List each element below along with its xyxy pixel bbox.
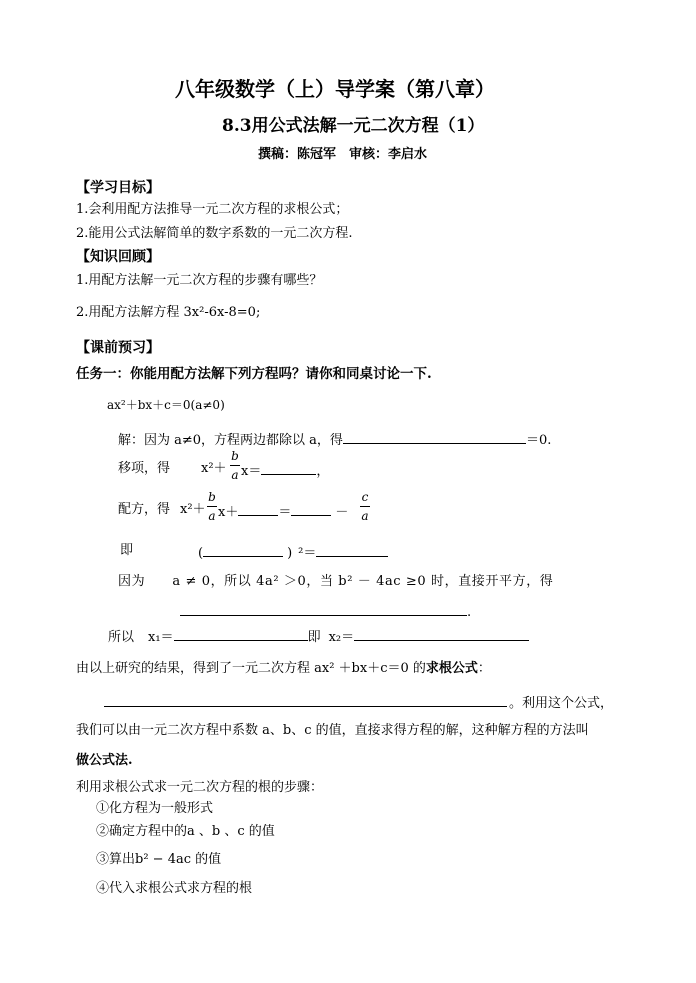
solve-suffix: ＝0. (525, 433, 552, 448)
step-item: ①化方程为一般形式 (96, 801, 214, 816)
author-line: 撰稿：陈冠军 审核：李启水 (258, 147, 428, 162)
objectives-heading: 【学习目标】 (76, 180, 160, 196)
so-label: 所以 (108, 630, 135, 645)
so-ji: 即 (307, 630, 321, 645)
answer-blank (180, 601, 467, 616)
review-item: 2.用配方法解方程 3x²-6x-8=0; (76, 305, 261, 320)
answer-blank (354, 626, 529, 641)
page-title: 八年级数学（上）导学案（第八章） (175, 77, 495, 101)
paren-close: ) (287, 546, 293, 561)
complete-rest (218, 501, 348, 522)
ji-label: 即 (120, 543, 134, 558)
preview-heading: 【课前预习】 (76, 340, 160, 356)
solve-line (118, 429, 551, 450)
conclusion-line-2 (104, 692, 613, 713)
fraction-bar (207, 506, 217, 507)
so-line (108, 626, 529, 647)
review-heading: 【知识回顾】 (76, 249, 160, 265)
complete-eq: ＝ (278, 505, 292, 520)
paren-open: ( (198, 546, 204, 561)
because-answer (180, 601, 471, 622)
move-x (241, 460, 329, 481)
answer-blank (104, 692, 507, 707)
answer-blank (174, 626, 308, 641)
fraction-numerator-c: c (361, 490, 369, 504)
answer-blank (291, 501, 331, 516)
root-formula-term: 求根公式 (425, 661, 478, 676)
task-one: 任务一：你能用配方法解下列方程吗？请你和同桌讨论一下. (76, 366, 432, 382)
step-item: ②确定方程中的a 、b 、c 的值 (96, 824, 275, 839)
ji-expression (198, 542, 388, 563)
step-item: ③算出b² − 4ac 的值 (96, 852, 222, 867)
answer-blank (203, 542, 283, 557)
square-eq: ²＝ (298, 546, 317, 561)
fraction-denominator-a: a (231, 468, 239, 482)
complete-x-plus: x＋ (218, 505, 239, 520)
conclusion-line-4: 做公式法. (76, 753, 133, 768)
objective-item: 2.能用公式法解简单的数字系数的一元二次方程. (76, 226, 353, 241)
complete-x2: x²＋ (180, 502, 206, 517)
answer-blank (343, 429, 526, 444)
complete-label: 配方，得 (118, 502, 171, 517)
lesson-title: 8.3用公式法解一元二次方程（1） (222, 116, 485, 136)
move-label: 移项，得 (118, 461, 171, 476)
fraction-numerator-b: b (208, 490, 216, 504)
conclusion-suffix: 。利用这个公式， (509, 696, 614, 711)
move-end: ， (316, 464, 330, 479)
fraction-denominator-a: a (208, 509, 216, 523)
complete-minus: － (335, 505, 349, 520)
answer-blank (316, 542, 388, 557)
move-x-eq: x＝ (241, 464, 262, 479)
conclusion-prefix: 由以上研究的结果，得到了一元二次方程 ax² ＋bx＋c＝0 的 (76, 661, 426, 676)
fraction-bar (360, 506, 370, 507)
fraction-denominator-a: a (361, 509, 369, 523)
objective-item: 1.会利用配方法推导一元二次方程的求根公式； (76, 202, 349, 217)
solve-prefix: 解：因为 a≠0，方程两边都除以 a，得 (118, 433, 343, 448)
because-end: . (467, 605, 472, 620)
conclusion-colon: ： (477, 661, 491, 676)
x1-label: x₁＝ (148, 630, 174, 645)
review-item: 1.用配方法解一元二次方程的步骤有哪些？ (76, 273, 323, 288)
fraction-numerator-b: b (231, 449, 239, 463)
because-line: 因为 a ≠ 0，所以 4a² ＞0，当 b² － 4ac ≥0 时，直接开平方，得 (118, 574, 554, 589)
general-equation: ax²＋bx＋c＝0(a≠0) (107, 398, 225, 412)
x2-label: x₂＝ (328, 630, 355, 645)
conclusion-line-3: 我们可以由一元二次方程中系数 a、b、c 的值，直接求得方程的解，这种解方程的方法叫 (76, 723, 589, 738)
conclusion-line-1 (76, 660, 491, 678)
step-item: ④代入求根公式求方程的根 (96, 881, 253, 896)
fraction-bar (230, 465, 240, 466)
steps-intro: 利用求根公式求一元二次方程的根的步骤： (76, 780, 324, 795)
answer-blank (261, 460, 316, 475)
move-x2: x²＋ (201, 461, 227, 476)
answer-blank (238, 501, 278, 516)
